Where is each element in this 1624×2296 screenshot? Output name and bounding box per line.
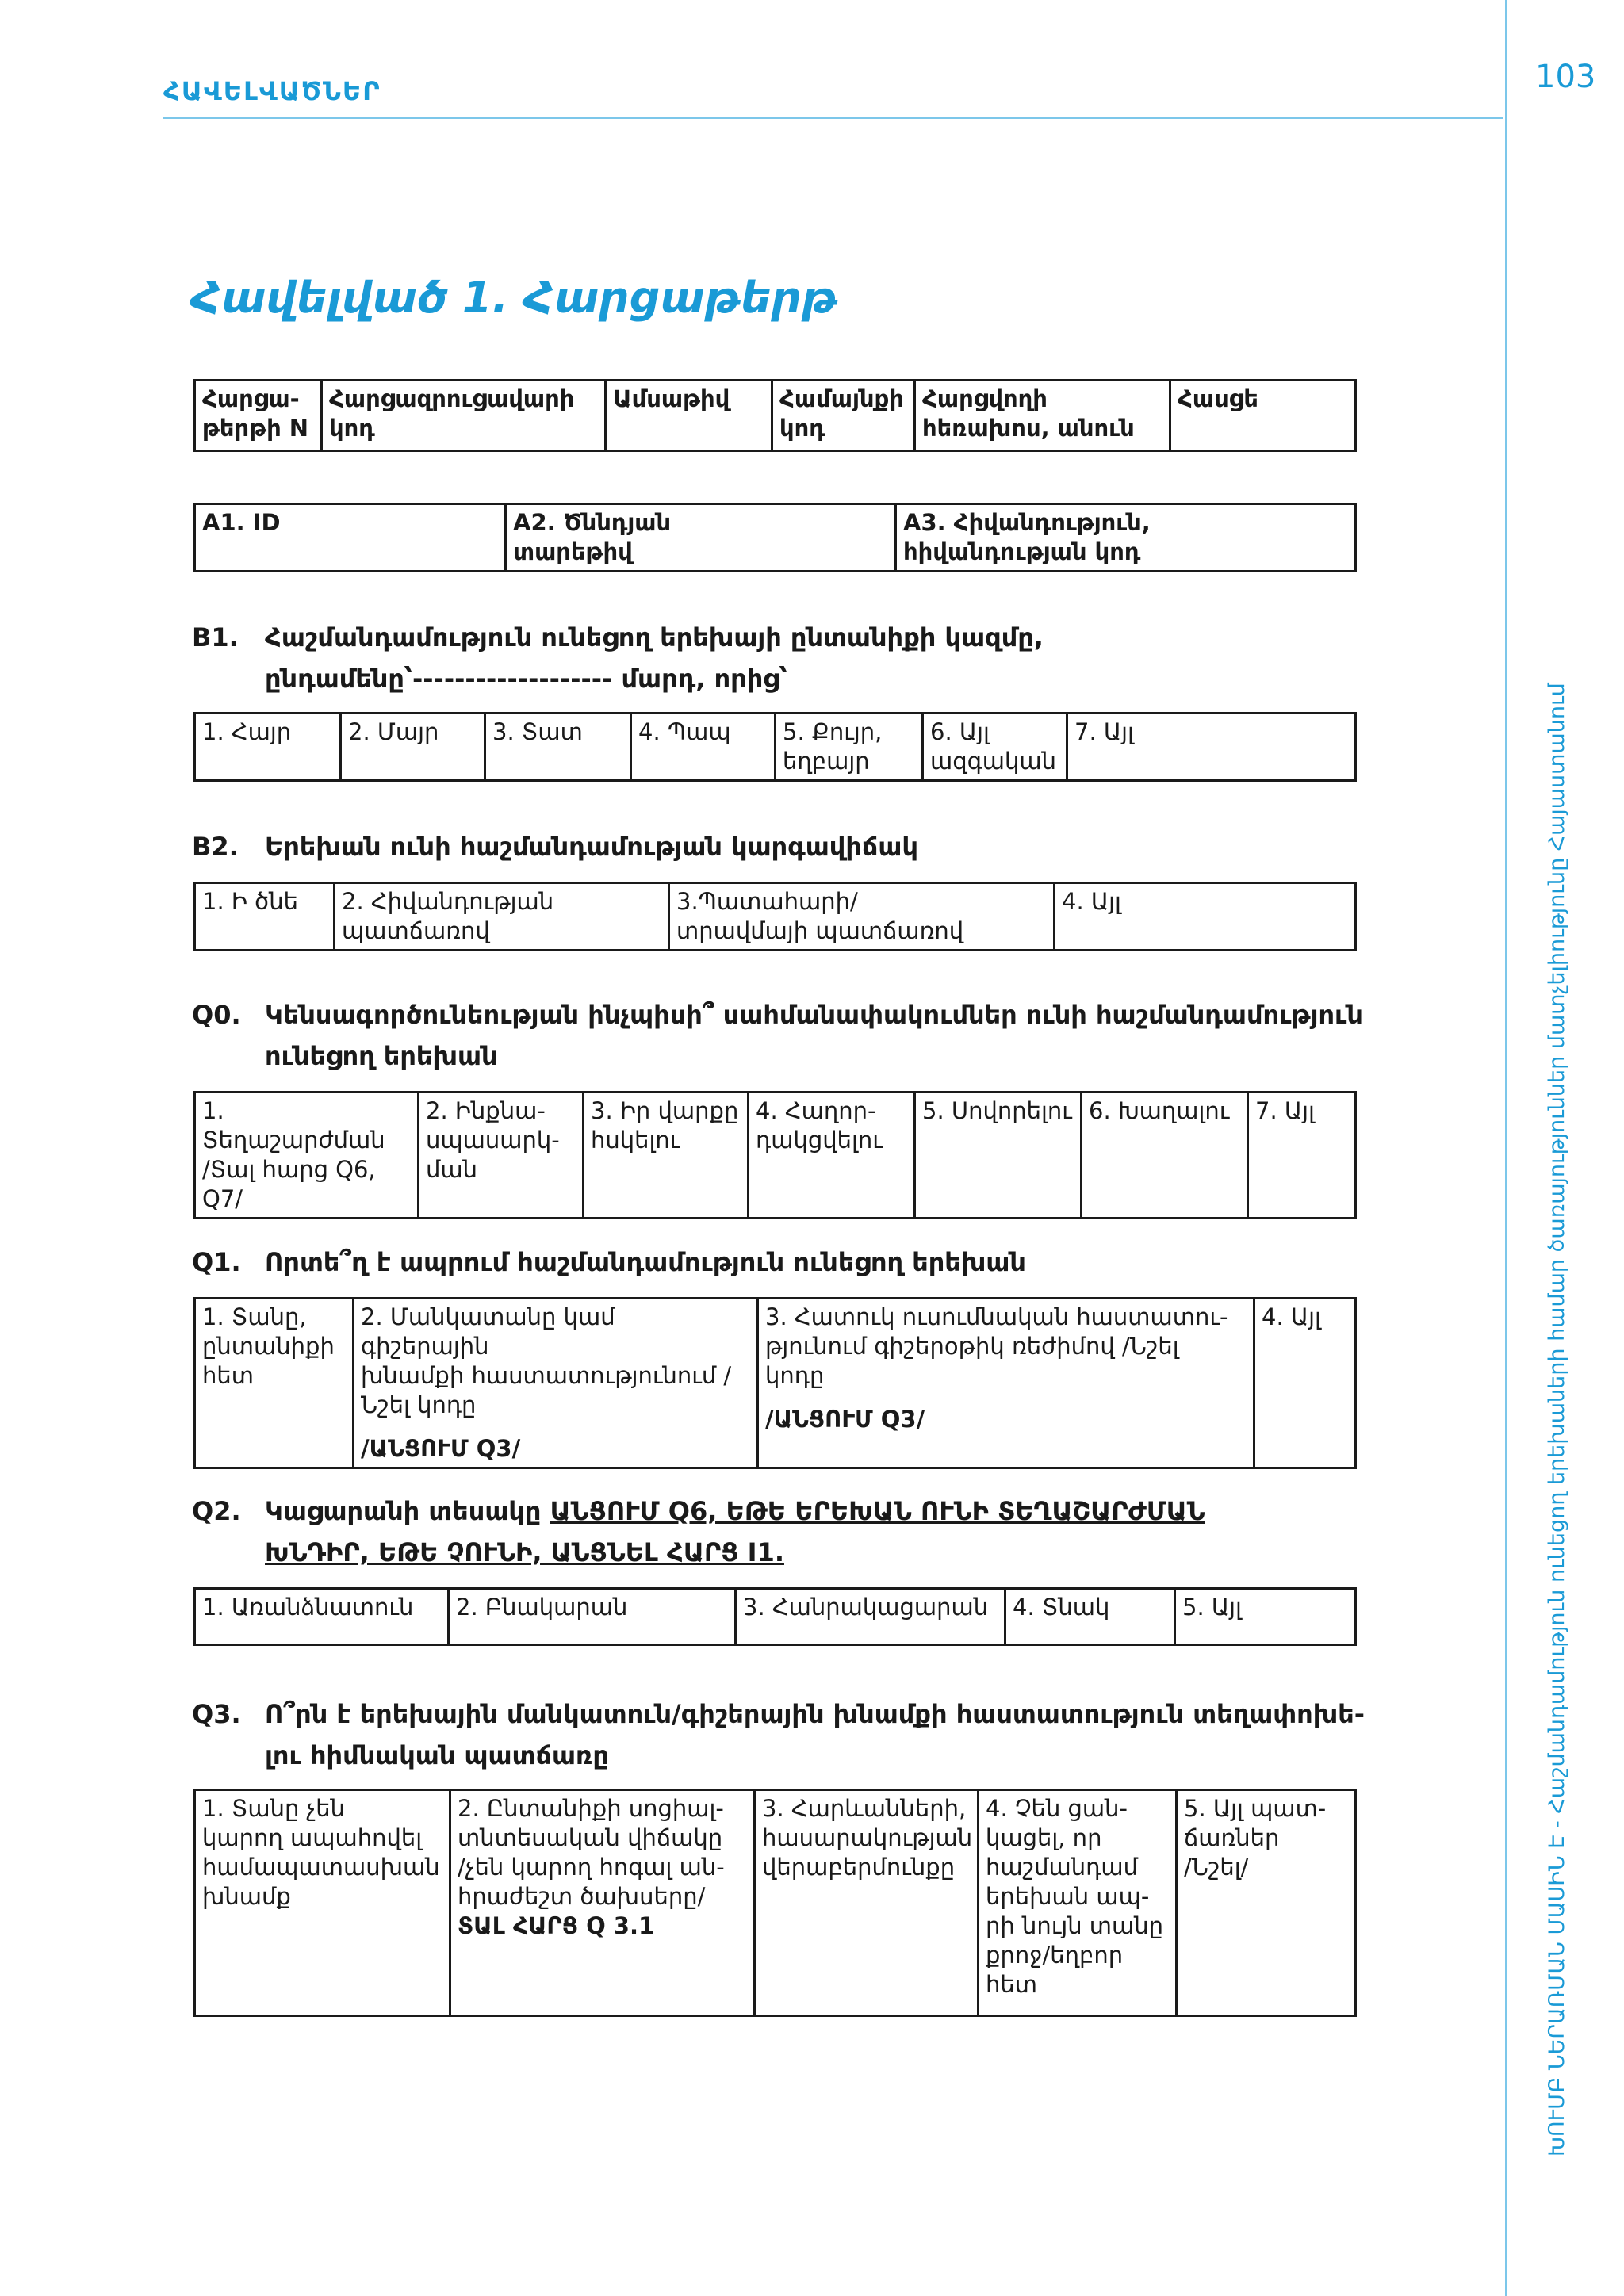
- table-cell: 2. Մայր: [341, 714, 485, 781]
- table-q1: [193, 1297, 1357, 1469]
- table-cell: 6. Այլ ազգական: [923, 714, 1067, 781]
- skip-instruction: ԽՆԴԻՐ, ԵԹԵ ՉՈՒՆԻ, ԱՆՑՆԵԼ ՀԱՐՑ I1.: [265, 1537, 784, 1567]
- table-cell: 7. Այլ: [1248, 1093, 1356, 1219]
- question-id: B2.: [192, 832, 239, 862]
- table-cell: Հասցե: [1170, 381, 1356, 451]
- table-cell: 1. Տանը չեն կարող ապահովել համապատասխան խնամք: [195, 1790, 450, 2016]
- question-q1: [192, 1242, 1381, 1283]
- table-cell: 4. Տնակ: [1005, 1589, 1175, 1645]
- question-id: B1.: [192, 622, 239, 652]
- table-cell: A1. ID: [195, 504, 506, 572]
- table-cell: 5. Սովորելու: [915, 1093, 1082, 1219]
- table-cell: 1. Ի ծնե: [195, 883, 335, 951]
- table-cell: Համայնքի կոդ: [772, 381, 915, 451]
- table-cell: 7. Այլ: [1067, 714, 1356, 781]
- table-cell: 4. Հաղոր- դակցվելու: [749, 1093, 915, 1219]
- table-cell: 5. Այլ: [1175, 1589, 1356, 1645]
- question-text: Հաշմանդամություն ունեցող երեխայի ընտանիքի կազմը, ընդամենը՝------------------- մարդ, որից՝: [265, 622, 1044, 694]
- table-cell: 3. Տատ: [485, 714, 631, 781]
- question-id: Q2.: [192, 1496, 241, 1526]
- table-cell: 6. Խաղալու: [1082, 1093, 1248, 1219]
- table-cell: 2. Ընտանիքի սոցիալ- տնտեսական վիճակը /չեն կարող հոգալ ան- հրաժեշտ ծախսերը/ ՏԱԼ ՀԱՐՑ Q 3.1: [450, 1790, 755, 2016]
- question-q2: [192, 1490, 1381, 1573]
- question-q0: [192, 994, 1381, 1077]
- table-q0: [193, 1091, 1357, 1219]
- side-running-text: ԽՈՒՄԲ ՆԵՐԱՌՄԱՆ ՄԱՍԻՆ Է - Հաշմանդամություն ունեցող երեխաների համար ծառայություններ մատչելիությունը Հայաստանում: [1545, 683, 1569, 2156]
- table-cell: 5. Այլ պատ- ճառներ /Նշել/: [1177, 1790, 1356, 2016]
- table-cell: 2. Ինքնա- սպասարկ- ման: [419, 1093, 584, 1219]
- table-b1: [193, 712, 1357, 782]
- question-q3: [192, 1693, 1381, 1776]
- table-cell: Ամսաթիվ: [606, 381, 772, 451]
- question-id: Q3.: [192, 1699, 241, 1729]
- table-cell: 1. Տեղաշարժման /Տալ հարց Q6, Q7/: [195, 1093, 419, 1219]
- table-cell: A2. Ծննդյան տարեթիվ: [506, 504, 896, 572]
- question-text: Ո՞րն է երեխային մանկատուն/գիշերային խնամքի հաստատություն տեղափոխե- լու հիմնական պատճառը: [265, 1699, 1365, 1770]
- table-cell: A3. Հիվանդություն, հիվանդության կոդ: [896, 504, 1356, 572]
- table-cell: 3. Հատուկ ուսումնական հաստատու- թյունում գիշերօթիկ ռեժիմով /Նշել կոդը /ԱՆՑՈՒՄ Q3/: [758, 1299, 1254, 1468]
- skip-instruction: ԱՆՑՈՒՄ Q6, ԵԹԵ ԵՐԵԽԱՆ ՈՒՆԻ ՏԵՂԱՇԱՐԺՄԱՆ: [550, 1496, 1205, 1526]
- question-id: Q1.: [192, 1247, 241, 1277]
- table-cell: 2. Հիվանդության պատճառով: [335, 883, 669, 951]
- table-cell: 4. Այլ: [1254, 1299, 1356, 1468]
- table-b2: [193, 882, 1357, 951]
- question-b2: [192, 826, 1381, 867]
- page-number: 103: [1535, 59, 1596, 95]
- header-rule: [163, 117, 1503, 119]
- table-a: [193, 503, 1357, 572]
- table-cell: 3. Հանրակացարան: [736, 1589, 1005, 1645]
- table-cell: 1. Առանձնատուն: [195, 1589, 449, 1645]
- table-cell: 1. Հայր: [195, 714, 341, 781]
- question-b1: [192, 617, 1381, 699]
- table-cell: 4. Պապ: [631, 714, 776, 781]
- question-text: Կենսագործունեության ինչպիսի՞ սահմանափակումներ ունի հաշմանդամություն ունեցող երեխան: [265, 1000, 1363, 1071]
- table-q2: [193, 1587, 1357, 1646]
- table-cell: 1. Տանը, ընտանիքի հետ: [195, 1299, 354, 1468]
- question-text: Կացարանի տեսակը ԱՆՑՈՒՄ Q6, ԵԹԵ ԵՐԵԽԱՆ ՈՒՆԻ ՏԵՂԱՇԱՐԺՄԱՆ ԽՆԴԻՐ, ԵԹԵ ՉՈՒՆԻ, ԱՆՑՆԵԼ ՀԱՐՑ I1.: [265, 1496, 1205, 1567]
- table-cell: Հարցվողի հեռախոս, անուն: [915, 381, 1170, 451]
- table-cell: 4. Չեն ցան- կացել, որ հաշմանդամ երեխան ապ- րի նույն տանը քրոջ/եղբոր հետ: [979, 1790, 1177, 2016]
- table-cell: Հարցա- թերթի N: [195, 381, 322, 451]
- table-cell: Հարցազրուցավարի կոդ: [322, 381, 606, 451]
- question-text: Որտե՞ղ է ապրում հաշմանդամություն ունեցող երեխան: [265, 1247, 1026, 1277]
- side-rule: [1505, 0, 1507, 2296]
- table-cell: 3. Իր վարքը հսկելու: [584, 1093, 749, 1219]
- form-header-table: [193, 379, 1357, 452]
- table-q3: [193, 1789, 1357, 2017]
- table-cell: 3. Հարևանների, հասարակության վերաբերմունքը: [755, 1790, 979, 2016]
- page-heading: Հավելված 1. Հարցաթերթ: [190, 273, 838, 323]
- question-text: Երեխան ունի հաշմանդամության կարգավիճակ: [265, 832, 919, 862]
- table-cell: 3.Պատահարի/ տրավմայի պատճառով: [669, 883, 1055, 951]
- table-cell: 2. Մանկատանը կամ գիշերային խնամքի հաստատությունում / Նշել կոդը /ԱՆՑՈՒՄ Q3/: [354, 1299, 758, 1468]
- table-cell: 5. Քույր, եղբայր: [776, 714, 923, 781]
- question-id: Q0.: [192, 1000, 241, 1030]
- table-cell: 2. Բնակարան: [449, 1589, 736, 1645]
- table-cell: 4. Այլ: [1055, 883, 1356, 951]
- running-head: ՀԱՎԵԼՎԱԾՆԵՐ: [163, 76, 381, 106]
